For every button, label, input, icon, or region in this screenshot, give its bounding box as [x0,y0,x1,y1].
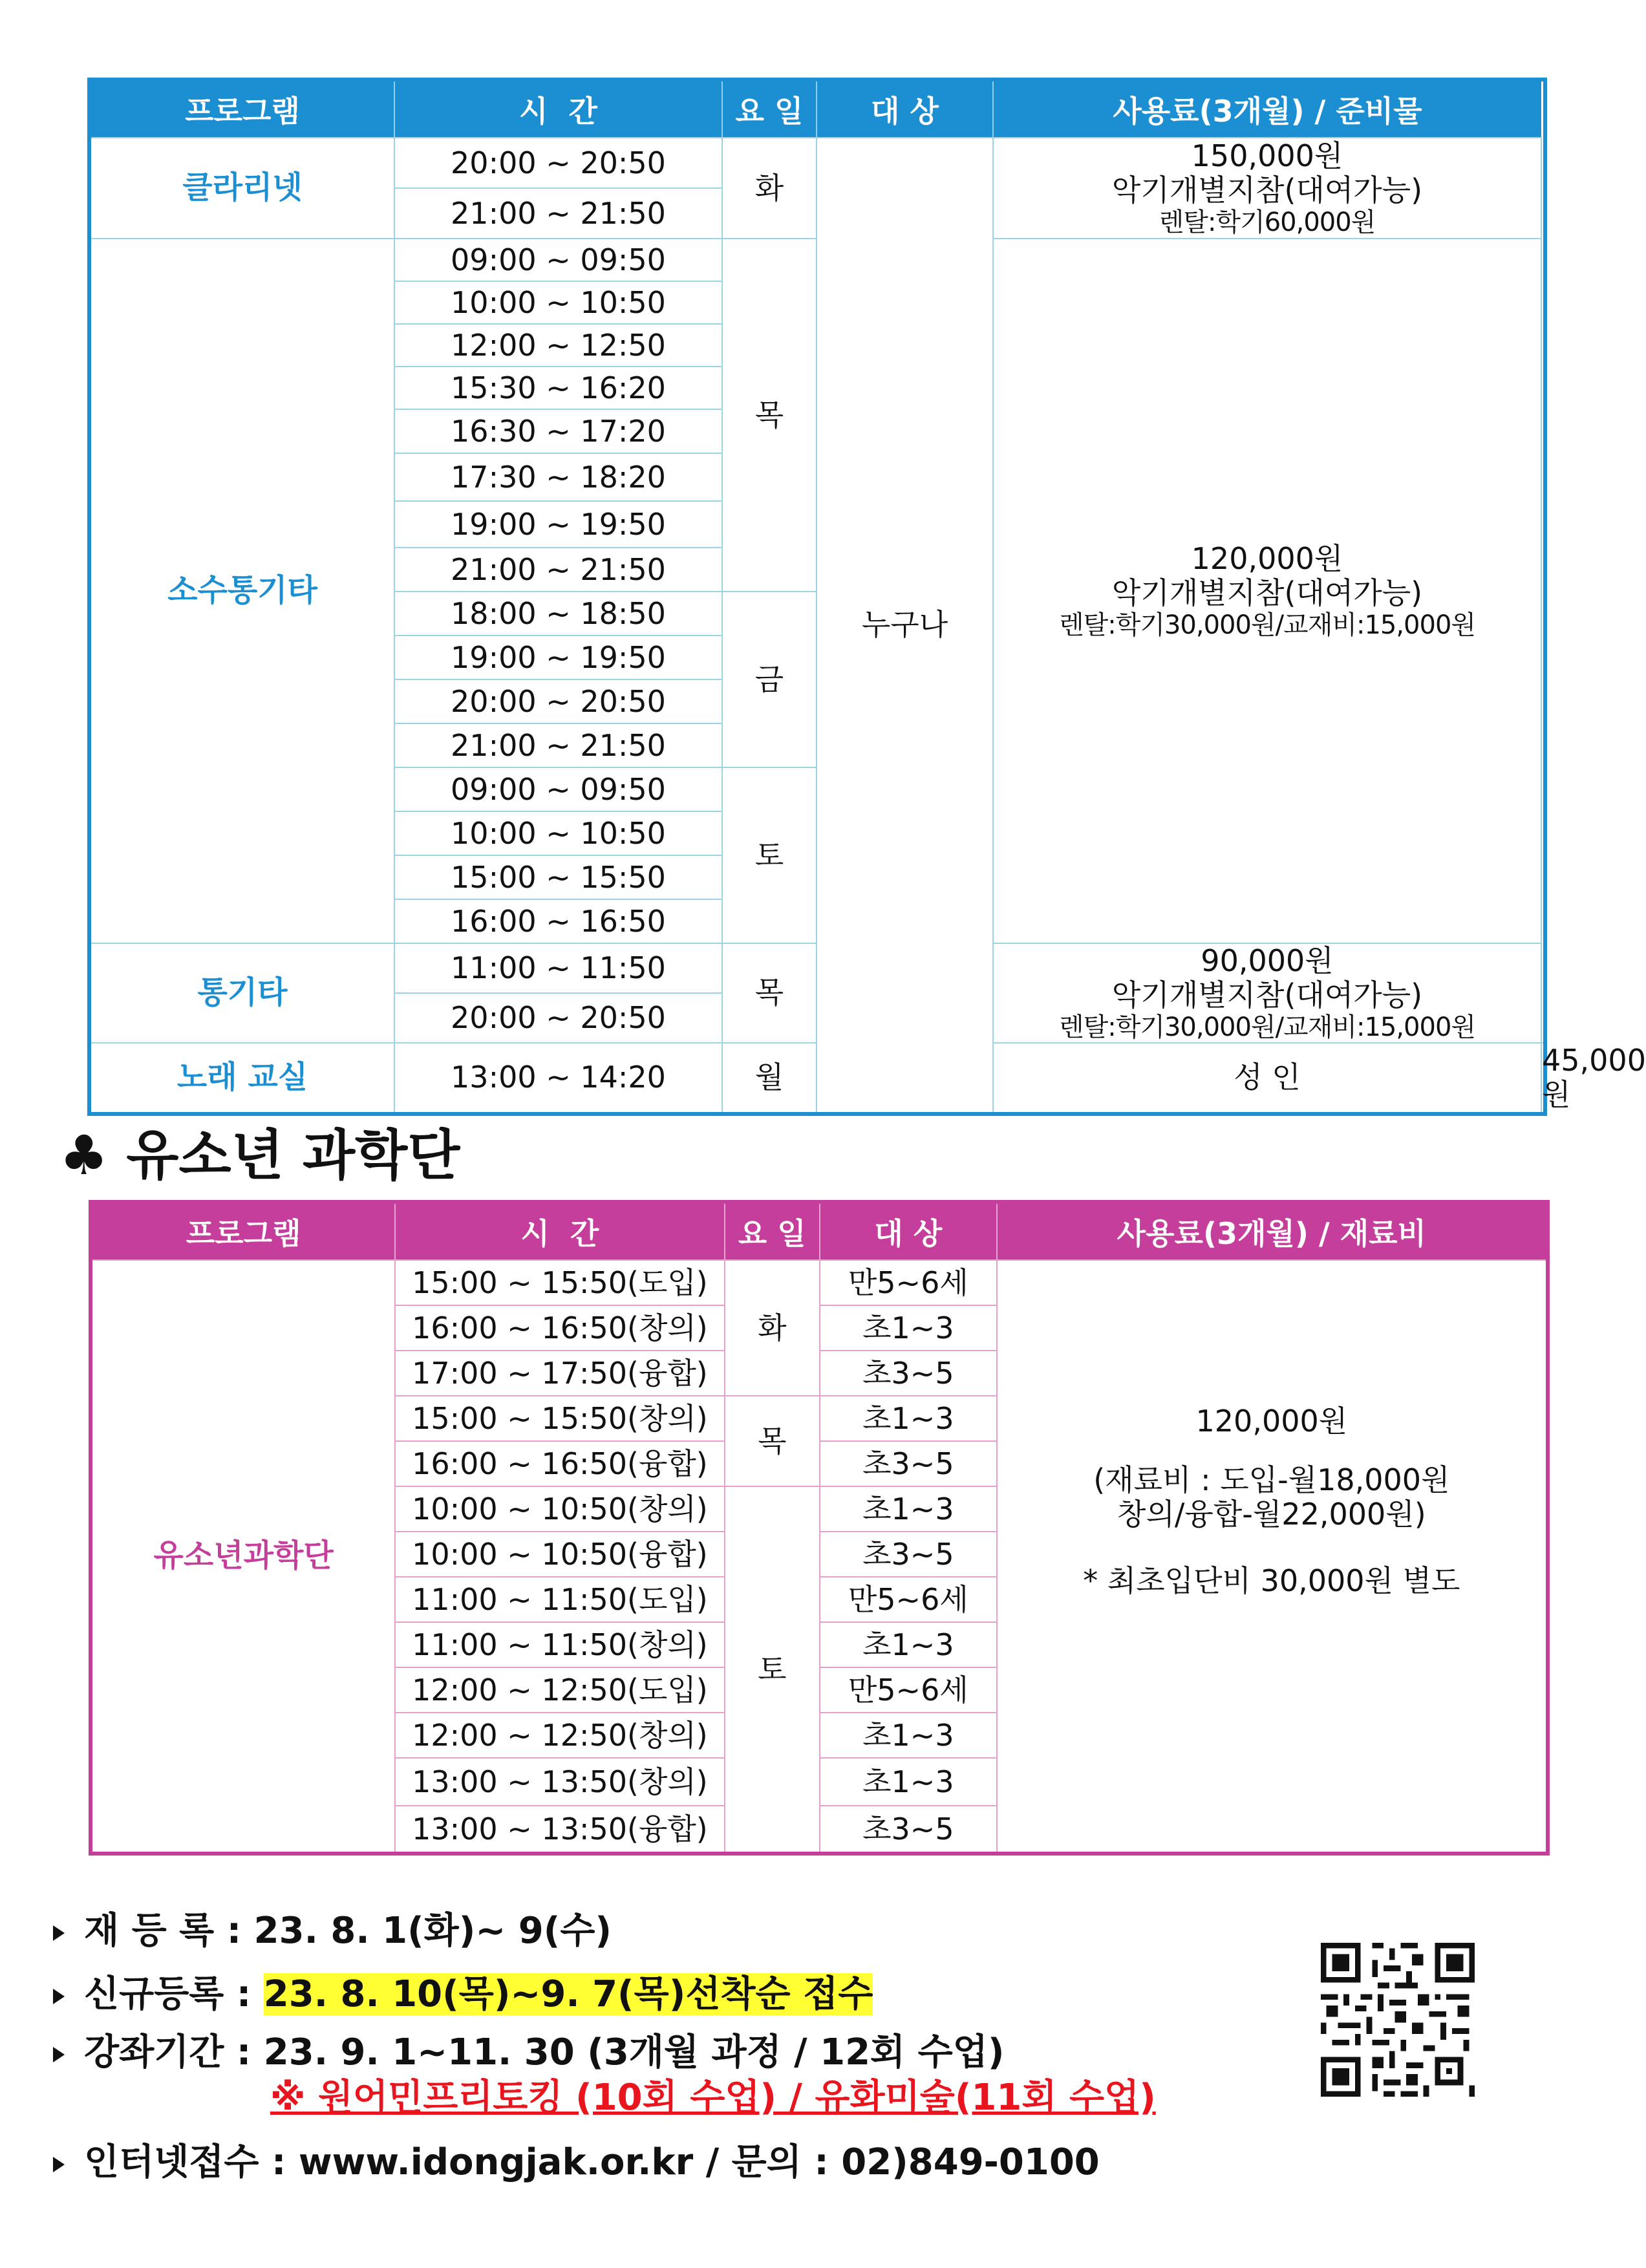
fee-amount: 120,000원 [1191,541,1343,577]
header-fee: 사용료(3개월) / 준비물 [993,80,1541,138]
program-singing: 노래 교실 [89,1043,394,1114]
time-cell: 16:00 ~ 16:50(창의) [395,1305,724,1351]
program-youth-science: 유소년과학단 [91,1260,395,1854]
table-row [89,138,1545,188]
target-cell: 초1~3 [820,1396,997,1441]
time-cell: 16:30 ~ 17:20 [394,409,722,453]
target-cell: 초3~5 [820,1351,997,1396]
notice-label: 강좌기간 : [84,2031,251,2073]
header-program: 프로그램 [91,1202,395,1260]
target-cell: 만5~6세 [820,1577,997,1622]
target-cell: 누구나 [817,138,993,1114]
fee-note: * 최초입단비 30,000원 별도 [1083,1563,1460,1598]
table-row [91,1260,1548,1305]
header-time: 시 간 [394,80,722,138]
target-cell: 초1~3 [820,1305,997,1351]
fee-amount: 150,000원 [1191,138,1343,174]
fee-cell-singing: 45,000원 [1541,1043,1545,1114]
day-cell: 월 [722,1043,817,1114]
target-cell: 성 인 [993,1043,1541,1114]
time-cell: 19:00 ~ 19:50 [394,636,722,679]
day-cell: 목 [725,1396,820,1486]
notice-period [53,2024,1004,2075]
fee-note: 악기개별지참(대여가능) [1111,173,1423,208]
fee-cell-acoustic-guitar [993,239,1541,943]
notice-value: 23. 9. 1~11. 30 (3개월 과정 / 12회 수업) [263,2031,1005,2073]
spacer [998,1439,1546,1463]
spacer [998,1532,1546,1564]
header-target: 대 상 [820,1202,997,1260]
time-cell: 21:00 ~ 21:50 [394,723,722,767]
time-cell: 12:00 ~ 12:50(도입) [395,1667,724,1713]
day-cell: 토 [725,1486,820,1854]
day-cell: 토 [722,767,817,943]
time-cell: 20:00 ~ 20:50 [394,993,722,1043]
header-program: 프로그램 [89,80,394,138]
target-cell: 만5~6세 [820,1667,997,1713]
notice-value: www.idongjak.or.kr / 문의 : 02)849-0100 [298,2141,1100,2183]
qr-code-icon[interactable] [1315,1937,1480,2102]
time-cell: 17:30 ~ 18:20 [394,453,722,501]
day-cell: 목 [722,943,817,1043]
triangle-bullet-icon [53,2047,65,2062]
time-cell: 16:00 ~ 16:50 [394,899,722,943]
time-cell: 10:00 ~ 10:50 [394,811,722,855]
target-cell: 초3~5 [820,1441,997,1486]
target-cell: 초1~3 [820,1622,997,1667]
time-cell: 16:00 ~ 16:50(융합) [395,1441,724,1486]
target-cell: 만5~6세 [820,1260,997,1305]
time-cell: 13:00 ~ 13:50(창의) [395,1758,724,1806]
notice-new-register [53,1965,873,2017]
spacer [998,1598,1546,1708]
time-cell: 11:00 ~ 11:50(창의) [395,1622,724,1667]
time-cell: 19:00 ~ 19:50 [394,501,722,548]
science-program-table [89,1200,1550,1856]
fee-note: 악기개별지참(대여가능) [1111,575,1423,610]
notice-label: 신규등록 : [84,1973,251,2015]
science-section-heading [59,1112,460,1190]
day-cell: 화 [725,1260,820,1396]
time-cell: 13:00 ~ 14:20 [394,1043,722,1114]
time-cell: 09:00 ~ 09:50 [394,767,722,811]
fee-material: (재료비 : 도입-월18,000원 [1093,1462,1450,1498]
day-cell: 금 [722,592,817,767]
header-day: 요 일 [722,80,817,138]
time-cell: 20:00 ~ 20:50 [394,138,722,188]
time-cell: 11:00 ~ 11:50(도입) [395,1577,724,1622]
time-cell: 15:00 ~ 15:50(창의) [395,1396,724,1441]
notice-label: 재 등 록 : [84,1910,242,1952]
triangle-bullet-icon [53,1925,65,1941]
fee-rental: 렌탈:학기60,000원 [1159,207,1376,237]
table-header-row [89,80,1545,138]
time-cell: 21:00 ~ 21:50 [394,548,722,592]
music-program-table [87,78,1646,1116]
time-cell: 09:00 ~ 09:50 [394,239,722,281]
day-cell: 화 [722,138,817,239]
section-title: 유소년 과학단 [126,1124,460,1187]
fee-rental: 렌탈:학기30,000원/교재비:15,000원 [1058,1012,1476,1042]
program-acoustic-guitar: 소수통기타 [89,239,394,943]
time-cell: 10:00 ~ 10:50 [394,281,722,324]
program-guitar: 통기타 [89,943,394,1043]
notice-value-highlighted: 23. 8. 10(목)~9. 7(목)선착순 접수 [263,1973,873,2015]
time-cell: 15:30 ~ 16:20 [394,367,722,409]
time-cell: 10:00 ~ 10:50(창의) [395,1486,724,1532]
time-cell: 11:00 ~ 11:50 [394,943,722,993]
fee-material: 창의/융합-월22,000원) [1117,1497,1426,1532]
fee-rental: 렌탈:학기30,000원/교재비:15,000원 [1058,610,1476,640]
fee-note: 악기개별지참(대여가능) [1111,977,1423,1012]
notice-label: 인터넷접수 : [84,2141,286,2183]
header-day: 요 일 [725,1202,820,1260]
time-cell: 15:00 ~ 15:50 [394,855,722,899]
time-cell: 20:00 ~ 20:50 [394,679,722,723]
fee-cell-clarinet [993,138,1541,239]
fee-amount: 90,000원 [1201,943,1334,978]
header-fee: 사용료(3개월) / 재료비 [997,1202,1548,1260]
time-cell: 18:00 ~ 18:50 [394,592,722,636]
table-header-row [91,1202,1548,1260]
triangle-bullet-icon [53,1989,65,2004]
header-target: 대 상 [817,80,993,138]
triangle-bullet-icon [53,2157,65,2172]
notice-internet [53,2134,1100,2185]
target-cell: 초3~5 [820,1806,997,1854]
time-cell: 13:00 ~ 13:50(융합) [395,1806,724,1854]
target-cell: 초1~3 [820,1713,997,1758]
time-cell: 15:00 ~ 15:50(도입) [395,1260,724,1305]
time-cell: 10:00 ~ 10:50(융합) [395,1532,724,1577]
time-cell: 12:00 ~ 12:50 [394,324,722,367]
time-cell: 17:00 ~ 17:50(융합) [395,1351,724,1396]
notice-reregister [53,1902,612,1954]
notice-period-note: ※ 원어민프리토킹 (10회 수업) / 유화미술(11회 수업) [270,2077,1156,2119]
notice-value: 23. 8. 1(화)~ 9(수) [253,1910,612,1952]
fee-cell-guitar [993,943,1541,1043]
time-cell: 12:00 ~ 12:50(창의) [395,1713,724,1758]
club-suit-icon: ♣ [59,1124,109,1187]
program-clarinet: 클라리넷 [89,138,394,239]
target-cell: 초1~3 [820,1486,997,1532]
fee-cell-science [997,1260,1548,1854]
target-cell: 초3~5 [820,1532,997,1577]
fee-amount: 120,000원 [1195,1404,1348,1439]
header-time: 시 간 [395,1202,724,1260]
target-cell: 초1~3 [820,1758,997,1806]
day-cell: 목 [722,239,817,592]
time-cell: 21:00 ~ 21:50 [394,188,722,239]
